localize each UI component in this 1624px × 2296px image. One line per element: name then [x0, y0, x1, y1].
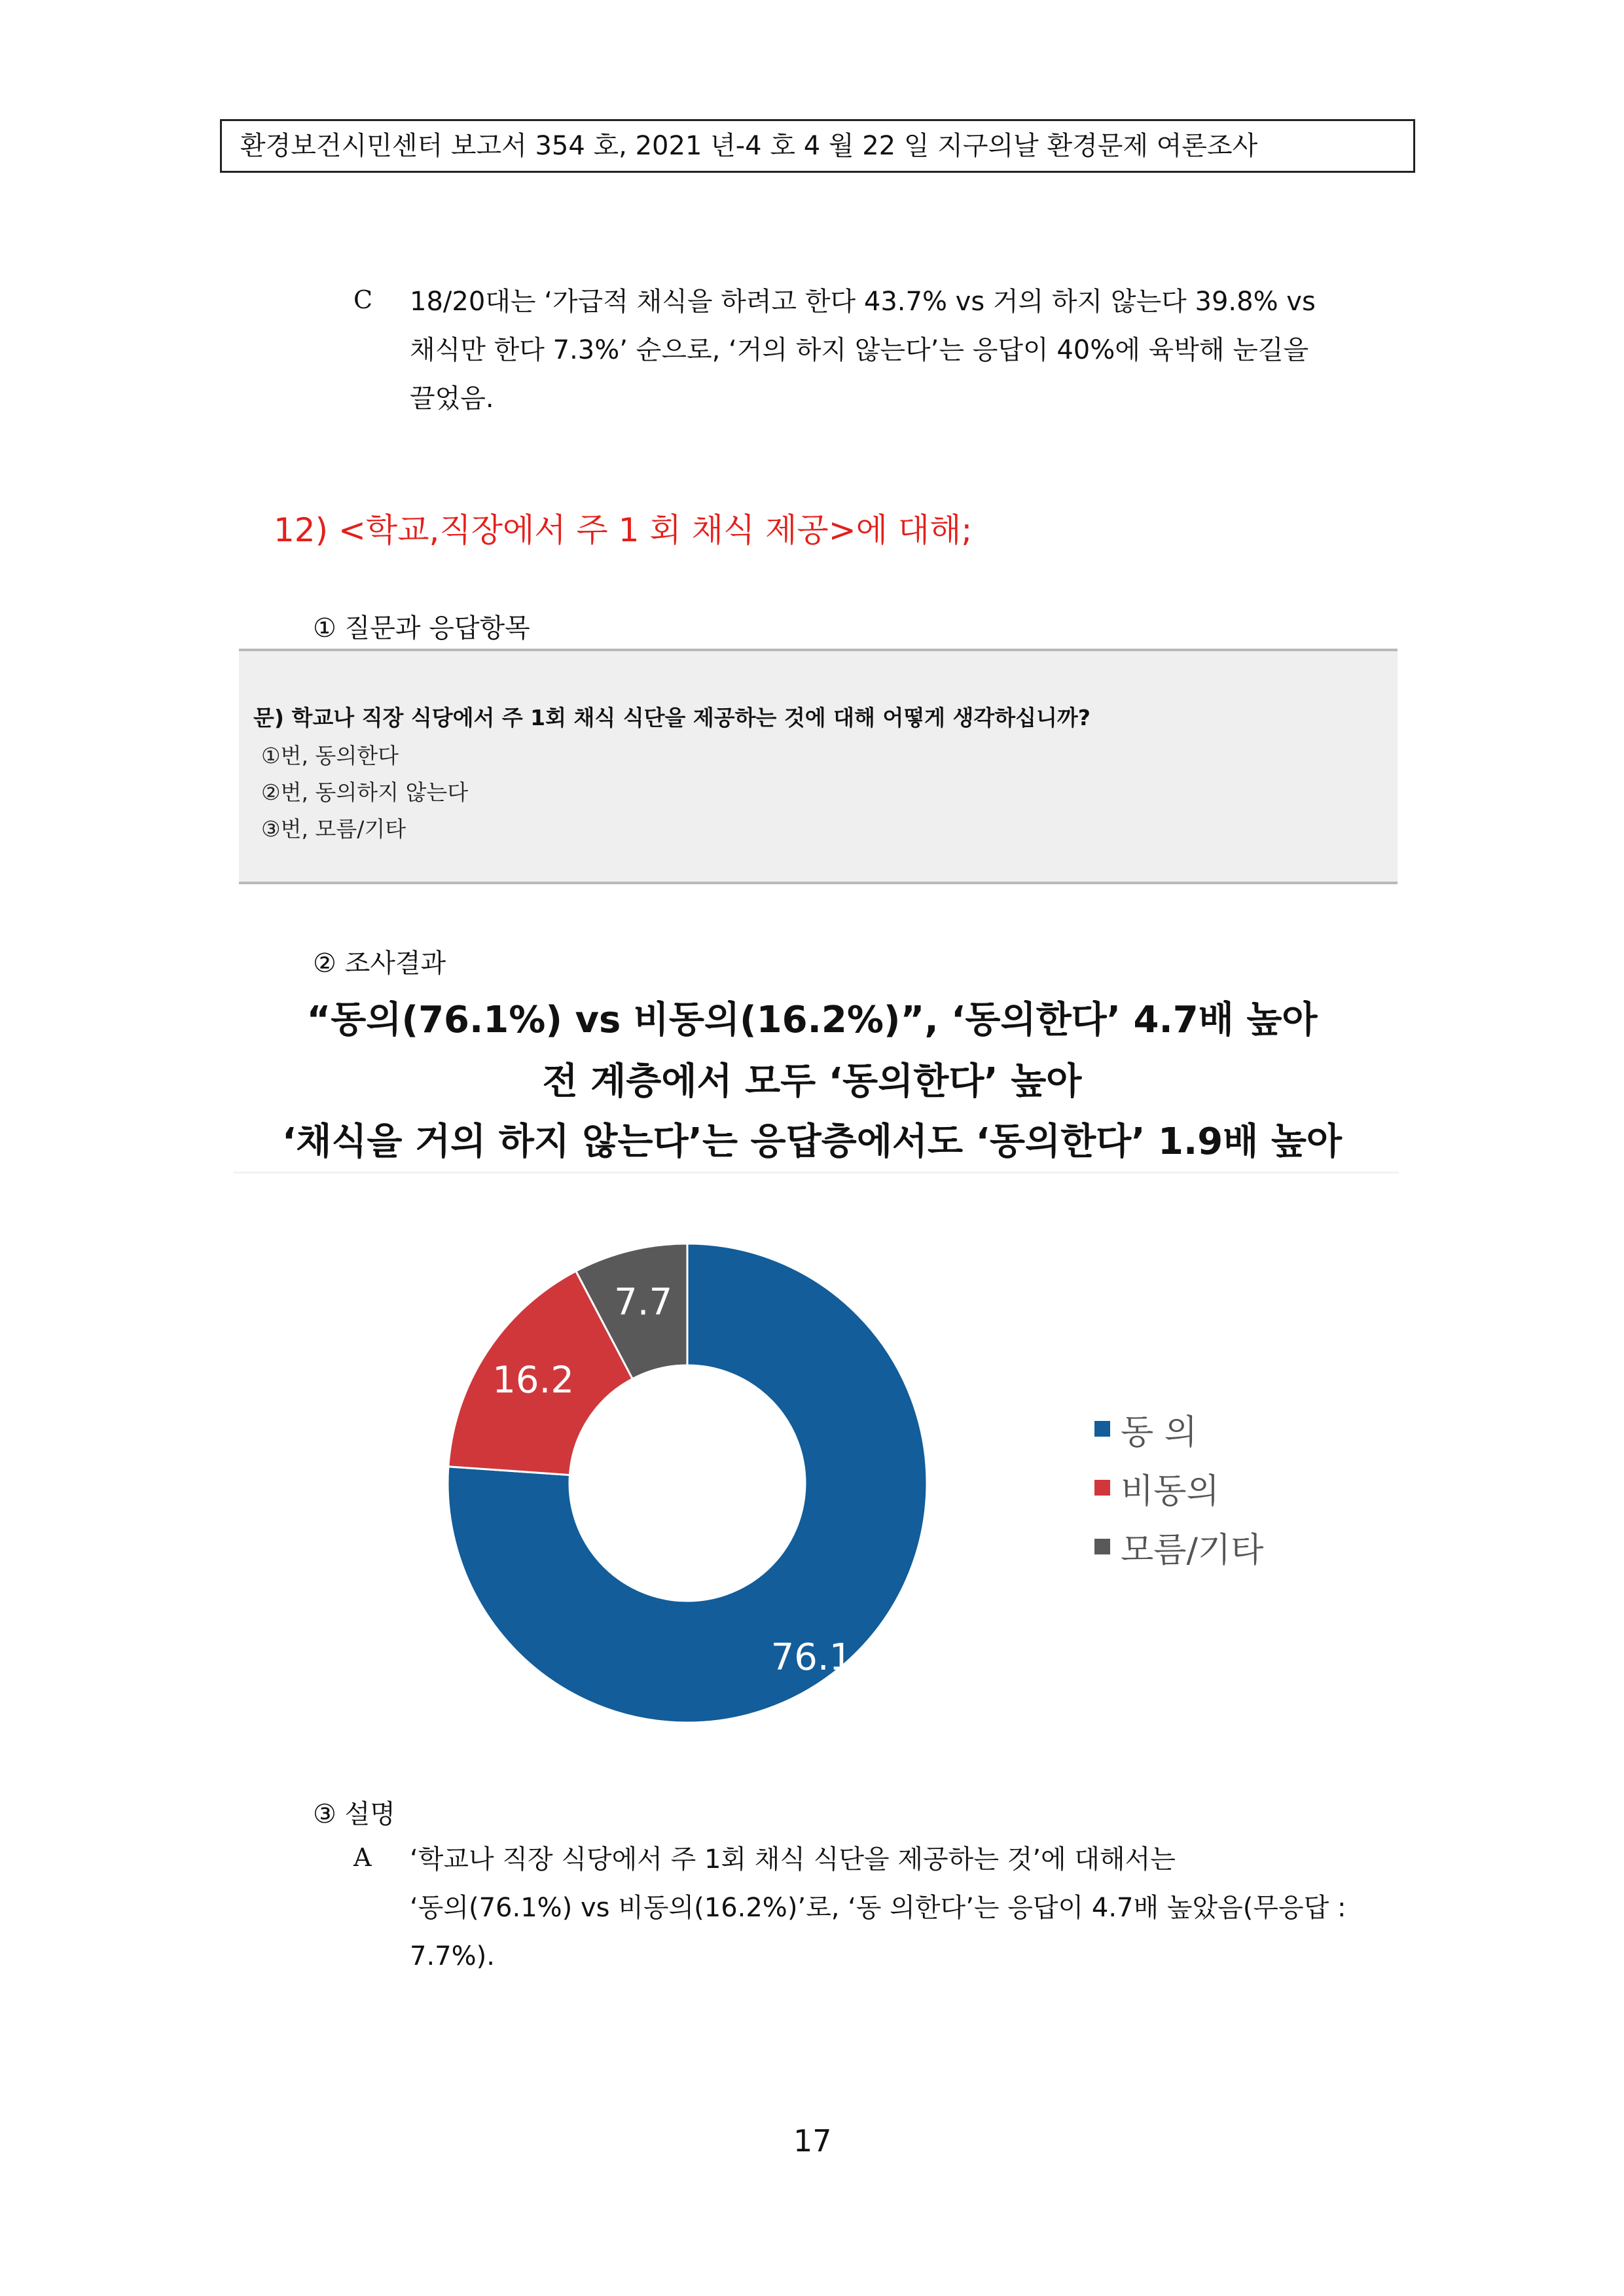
explanation-heading: ③ 설명	[313, 1799, 395, 1829]
intro-item-line-2: 채식만 한다 7.3%’ 순으로, ‘거의 하지 않는다’는 응답이 40%에 육박해 눈길을	[410, 335, 1309, 365]
intro-item-line-1: 18/20대는 ‘가급적 채식을 하려고 한다 43.7% vs 거의 하지 않는다 39.8% vs	[410, 287, 1316, 317]
slice-label-unknown: 7.7	[614, 1281, 673, 1324]
option-agree: ①번, 동의한다	[261, 743, 399, 768]
legend-label-agree: 동 의	[1121, 1412, 1197, 1452]
report-header	[220, 119, 1415, 173]
section-title: 12) <학교,직장에서 주 1 회 채식 제공>에 대해;	[274, 511, 973, 549]
headline-2: 전 계층에서 모두 ‘동의한다’ 높아	[542, 1060, 1082, 1103]
report-header-text: 환경보건시민센터 보고서 354 호, 2021 년-4 호 4 월 22 일 지구의날 환경문제 여론조사	[240, 131, 1258, 161]
option-disagree: ②번, 동의하지 않는다	[261, 780, 469, 805]
explanation-line-2: ‘동의(76.1%) vs 비동의(16.2%)’로, ‘동 의한다’는 응답이 4.7배 높았음(무응답 :	[410, 1893, 1346, 1923]
explanation-marker: A	[353, 1843, 372, 1872]
headline-1: “동의(76.1%) vs 비동의(16.2%)”, ‘동의한다’ 4.7배 높아	[306, 999, 1318, 1041]
legend-item-agree	[1094, 1399, 1263, 1458]
chart-legend	[1094, 1399, 1263, 1576]
intro-item-marker: C	[353, 285, 373, 314]
legend-swatch-disagree	[1094, 1480, 1110, 1496]
legend-item-disagree	[1094, 1458, 1263, 1517]
legend-label-unknown: 모름/기타	[1121, 1530, 1264, 1570]
results-heading: ② 조사결과	[313, 948, 446, 978]
slice-label-disagree: 16.2	[492, 1359, 574, 1402]
option-unknown: ③번, 모름/기타	[261, 816, 406, 842]
intro-item-line-3: 끌었음.	[410, 384, 494, 414]
legend-swatch-agree	[1094, 1421, 1110, 1437]
legend-swatch-unknown	[1094, 1539, 1110, 1554]
questionnaire-heading: ① 질문과 응답항목	[313, 613, 530, 643]
question-box	[239, 649, 1398, 884]
headline-3: ‘채식을 거의 하지 않는다’는 응답층에서도 ‘동의한다’ 1.9배 높아	[281, 1121, 1343, 1163]
question-text: 문) 학교나 직장 식당에서 주 1회 채식 식단을 제공하는 것에 대해 어떻게 생각하십니까?	[253, 705, 1091, 730]
explanation-line-3: 7.7%).	[410, 1941, 495, 1971]
legend-item-unknown	[1094, 1517, 1263, 1576]
slice-label-agree: 76.1	[770, 1636, 853, 1679]
explanation-line-1: ‘학교나 직장 식당에서 주 1회 채식 식단을 제공하는 것’에 대해서는	[410, 1844, 1176, 1874]
page-number: 17	[793, 2123, 832, 2159]
legend-label-disagree: 비동의	[1121, 1471, 1219, 1511]
headline-divider	[234, 1172, 1399, 1174]
